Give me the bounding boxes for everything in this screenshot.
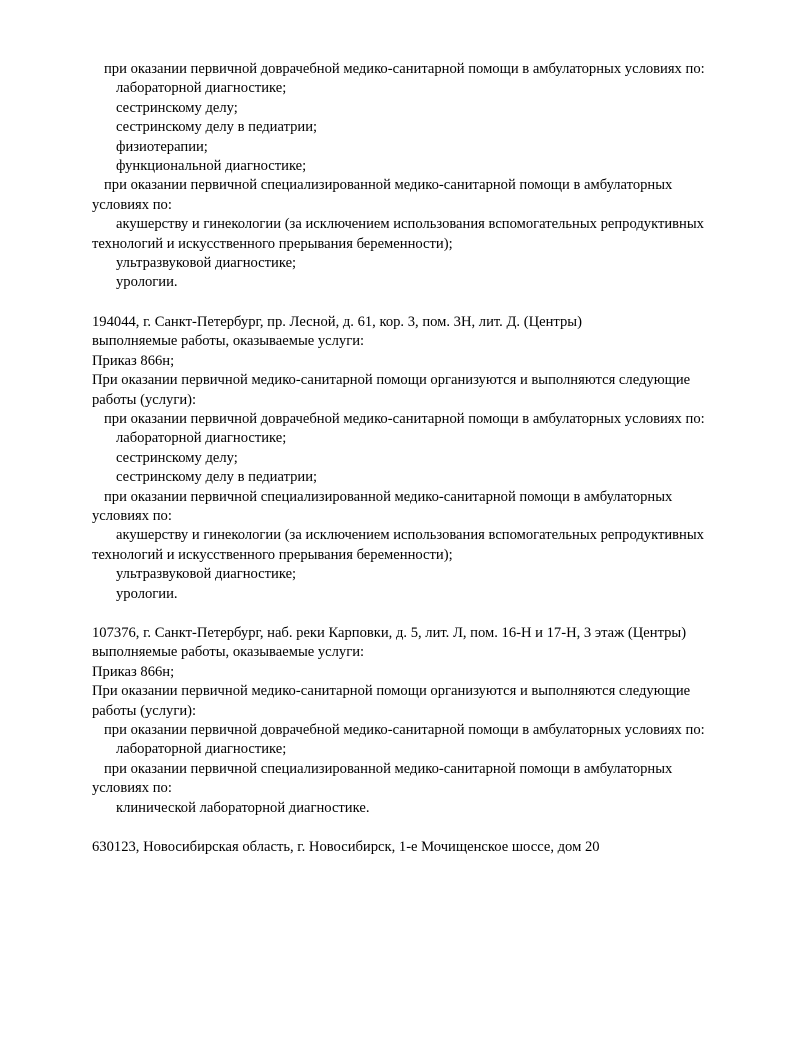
text-line: Приказ 866н;	[92, 352, 175, 369]
text-line: физиотерапии;	[116, 138, 208, 155]
document-body	[92, 60, 731, 857]
text-line: урологии.	[116, 274, 178, 291]
text-line: 630123, Новосибирская область, г. Новосибирск, 1-е Мочищенское шоссе, дом 20	[92, 839, 600, 856]
text-line: акушерству и гинекологии (за исключением использования вспомогательных репродуктивных технологий и искусственного прерывания беременности);	[92, 216, 704, 252]
text-line: при оказании первичной специализированной медико-санитарной помощи в амбулаторных условиях по:	[92, 177, 673, 213]
text-line: сестринскому делу;	[116, 99, 238, 116]
text-line: Приказ 866н;	[92, 663, 175, 680]
text-line: лабораторной диагностике;	[116, 430, 287, 447]
text-line: ультразвуковой диагностике;	[116, 566, 297, 583]
text-line: при оказании первичной доврачебной медико-санитарной помощи в амбулаторных условиях по:	[104, 722, 705, 738]
text-block	[92, 838, 731, 857]
text-line: выполняемые работы, оказываемые услуги:	[92, 333, 365, 350]
text-line: лабораторной диагностике;	[116, 80, 287, 97]
text-line: при оказании первичной специализированной медико-санитарной помощи в амбулаторных условиях по:	[92, 760, 673, 797]
text-line: сестринскому делу в педиатрии;	[116, 469, 318, 486]
text-line: 194044, г. Санкт-Петербург, пр. Лесной, д. 61, кор. 3, пом. 3Н, лит. Д. (Центры)	[92, 313, 582, 330]
text-line: При оказании первичной медико-санитарной помощи организуются и выполняются следующие работы (услуги):	[92, 372, 691, 408]
text-line: функциональной диагностике;	[116, 158, 307, 175]
text-line: при оказании первичной доврачебной медико-санитарной помощи в амбулаторных условиях по:	[104, 410, 705, 427]
text-line: при оказании первичной специализированной медико-санитарной помощи в амбулаторных условиях по:	[92, 488, 673, 524]
text-line: сестринскому делу в педиатрии;	[116, 119, 318, 136]
text-block	[92, 313, 731, 604]
text-line: урологии.	[116, 585, 178, 602]
text-block	[92, 624, 731, 818]
text-line: выполняемые работы, оказываемые услуги:	[92, 644, 365, 661]
text-line: при оказании первичной доврачебной медико-санитарной помощи в амбулаторных условиях по:	[104, 61, 705, 77]
text-line: клинической лабораторной диагностике.	[116, 799, 370, 816]
text-line: ультразвуковой диагностике;	[116, 255, 297, 272]
text-block	[92, 60, 731, 293]
text-line: При оказании первичной медико-санитарной помощи организуются и выполняются следующие работы (услуги):	[92, 683, 691, 719]
text-line: 107376, г. Санкт-Петербург, наб. реки Карповки, д. 5, лит. Л, пом. 16-Н и 17-Н, 3 этаж (Центры)	[92, 624, 687, 641]
text-line: акушерству и гинекологии (за исключением использования вспомогательных репродуктивных технологий и искусственного прерывания беременности);	[92, 527, 704, 563]
text-line: сестринскому делу;	[116, 449, 238, 466]
text-line: лабораторной диагностике;	[116, 741, 287, 758]
